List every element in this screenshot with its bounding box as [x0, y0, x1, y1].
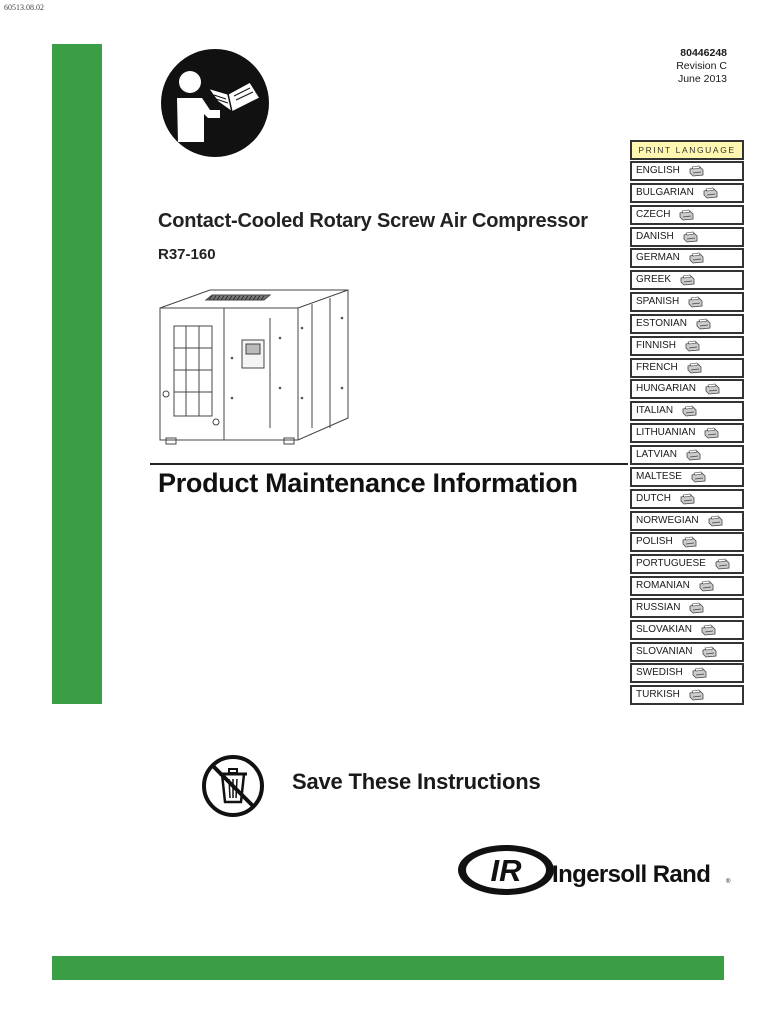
language-label: GERMAN — [636, 252, 680, 264]
language-row-bulgarian[interactable] — [630, 183, 744, 203]
language-label: POLISH — [636, 536, 673, 548]
language-label: FRENCH — [636, 361, 678, 373]
language-label: ENGLISH — [636, 165, 680, 176]
document-info — [676, 47, 727, 86]
language-row-estonian[interactable] — [630, 314, 744, 334]
language-row-slovanian[interactable] — [630, 642, 744, 662]
read-manual-icon — [160, 48, 270, 158]
language-row-danish[interactable] — [630, 227, 744, 247]
language-label: DANISH — [636, 230, 674, 242]
language-row-hungarian[interactable] — [630, 379, 744, 399]
save-instructions-text: Save These Instructions — [292, 769, 541, 794]
green-footer-bar — [52, 956, 724, 980]
language-row-finnish[interactable] — [630, 336, 744, 356]
language-label: DUTCH — [636, 492, 671, 504]
language-label: PORTUGUESE — [636, 558, 706, 570]
document-number: 80446248 — [680, 47, 727, 59]
language-label: ITALIAN — [636, 405, 674, 417]
document-revision: Revision C — [676, 60, 727, 72]
language-row-latvian[interactable] — [630, 445, 744, 465]
language-row-dutch[interactable] — [630, 489, 744, 509]
language-label: MALTESE — [636, 470, 682, 482]
ingersoll-rand-logo — [456, 842, 556, 898]
language-row-french[interactable] — [630, 358, 744, 378]
language-list — [630, 161, 744, 705]
heading-rule — [150, 463, 628, 465]
language-row-russian[interactable] — [630, 598, 744, 618]
language-label: SLOVAKIAN — [636, 623, 692, 635]
document-heading: Product Maintenance Information — [158, 468, 578, 498]
print-language-header: PRINT LANGUAGE — [630, 140, 744, 160]
document-date: June 2013 — [677, 73, 727, 85]
language-row-turkish[interactable] — [630, 685, 744, 705]
language-label: GREEK — [636, 274, 672, 286]
language-row-portuguese[interactable] — [630, 554, 744, 574]
language-row-lithuanian[interactable] — [630, 423, 744, 443]
language-row-polish[interactable] — [630, 532, 744, 552]
language-row-czech[interactable] — [630, 205, 744, 225]
language-label: ROMANIAN — [636, 580, 690, 592]
product-title: Contact-Cooled Rotary Screw Air Compressor — [158, 210, 588, 232]
brand-name: Ingersoll Rand — [552, 861, 711, 888]
language-row-german[interactable] — [630, 248, 744, 268]
brand-registered-mark: ® — [726, 879, 731, 885]
language-row-spanish[interactable] — [630, 292, 744, 312]
language-label: ESTONIAN — [636, 317, 687, 329]
language-label: HUNGARIAN — [636, 383, 697, 395]
green-side-bar — [52, 44, 102, 704]
language-row-english[interactable] — [630, 161, 744, 181]
language-label: SLOVANIAN — [636, 645, 693, 657]
language-row-slovakian[interactable] — [630, 620, 744, 640]
language-label: CZECH — [636, 208, 671, 220]
ir-logo-letters: IR — [490, 853, 522, 888]
language-row-norwegian[interactable] — [630, 511, 744, 531]
language-label: RUSSIAN — [636, 601, 681, 613]
language-row-swedish[interactable] — [630, 663, 744, 683]
language-label: TURKISH — [636, 689, 680, 701]
corner-code: 60513.08.02 — [4, 3, 44, 12]
language-label: SWEDISH — [636, 667, 683, 679]
language-label: FINNISH — [636, 339, 676, 351]
language-label: SPANISH — [636, 296, 680, 308]
language-row-romanian[interactable] — [630, 576, 744, 596]
no-trash-icon — [200, 754, 266, 818]
model-number: R37-160 — [158, 246, 216, 263]
language-label: LATVIAN — [636, 448, 677, 460]
language-label: BULGARIAN — [636, 186, 694, 198]
language-row-italian[interactable] — [630, 401, 744, 421]
language-row-greek[interactable] — [630, 270, 744, 290]
print-language-panel — [630, 140, 744, 707]
compressor-illustration — [152, 278, 362, 450]
language-label: NORWEGIAN — [636, 514, 699, 526]
language-row-maltese[interactable] — [630, 467, 744, 487]
language-label: LITHUANIAN — [636, 427, 696, 439]
